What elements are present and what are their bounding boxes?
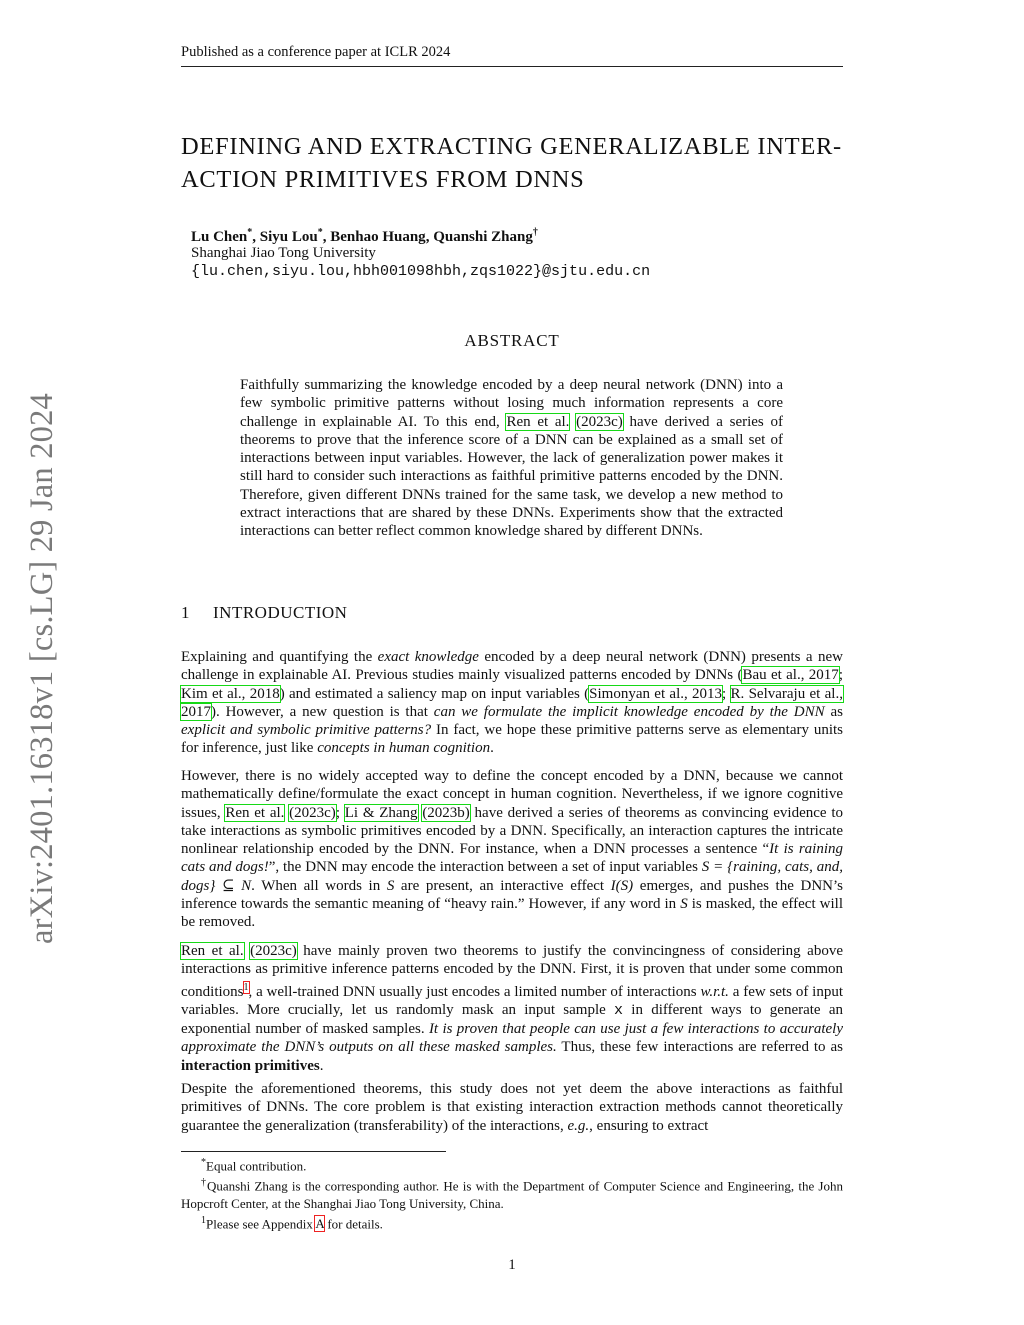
- affiliation: Shanghai Jiao Tong University: [191, 245, 376, 261]
- header-rule: [181, 66, 843, 67]
- text: Thus, these few interactions are referred to as: [556, 1039, 843, 1056]
- text-italic: It is raining cats and dogs!: [181, 841, 843, 876]
- footnote-mark: †: [201, 1177, 207, 1189]
- math-expression: S = {raining, cats, and, dogs} ⊆ N: [181, 859, 843, 894]
- text: ”, the DNN may encode the interaction between a set of input variables: [268, 859, 702, 876]
- intro-paragraph-2: [181, 767, 843, 932]
- footnote-rule: [181, 1151, 446, 1152]
- citation-link[interactable]: R. Selvaraju et al., 2017: [181, 685, 843, 720]
- text: .: [319, 1057, 324, 1074]
- appendix-link[interactable]: A: [315, 1215, 325, 1231]
- author-name: Quanshi Zhang: [433, 229, 533, 245]
- paper-title: [181, 130, 851, 196]
- math-expression: S: [386, 877, 395, 894]
- footnote-link[interactable]: 1: [243, 981, 249, 993]
- section-number: 1: [181, 603, 190, 622]
- math-expression: S: [680, 896, 688, 913]
- abstract-text: Faithfully summarizing the knowledge encoded by a deep neural network (DNN) into a few symbolic primitive patterns without losing much information represents a core challenge in explainable AI. To this end,: [240, 377, 783, 430]
- text: Despite the aforementioned theorems, this study does not yet deem the above interactions as faithful primitives of DNNs. The core problem is that existing interaction extraction methods cannot theoretically guarantee the generalization (transferability) of the interactions,: [181, 1081, 843, 1134]
- text: ) and estimated a saliency map on input variables (: [279, 685, 590, 702]
- citation-link[interactable]: Simonyan et al., 2013: [589, 685, 723, 702]
- text: in different ways to generate an exponential number of masked samples.: [181, 1001, 843, 1038]
- citation-link[interactable]: Bau et al., 2017: [742, 667, 839, 684]
- title-line-1: DEFINING AND EXTRACTING GENERALIZABLE INTER-: [181, 133, 842, 160]
- citation-link[interactable]: Li & Zhang: [344, 804, 418, 821]
- math-expression: I(S): [610, 877, 634, 894]
- abstract-text: have derived a series of theorems to prove that the inference score of a DNN can be explained as a small set of interactions between input variables. However, the lack of generalization power makes it still hard to consider such interactions as faithful primitive patterns encoded by the DNN. Therefore, given different DNNs trained for the same task, we develop a new method to extract interactions that are shared by these DNNs. Experiments show that the extracted interactions can better reflect common knowledge shared by different DNNs.: [240, 413, 783, 540]
- citation-link[interactable]: (2023c): [576, 413, 623, 430]
- text: ;: [838, 667, 843, 684]
- citation-link[interactable]: (2023b): [422, 804, 470, 821]
- author-list: Lu Chen*, Siyu Lou*, Benhao Huang, Quanshi Zhang†: [191, 227, 538, 245]
- text: a few sets of input variables. More crucially, let us randomly mask an input sample: [181, 983, 843, 1018]
- text: . When all words in: [251, 877, 387, 894]
- text-italic: w.r.t.: [700, 983, 729, 1000]
- text: In fact, we hope these primitive patterns serve as elementary units for inference, just like: [181, 722, 844, 757]
- intro-paragraph-1: [181, 648, 843, 758]
- text: emerges, and pushes the DNN’s inference towards the semantic meaning of “heavy rain.” However, if any word in: [181, 877, 843, 913]
- author-name: Benhao Huang: [330, 229, 426, 245]
- footnote-1: [181, 1154, 843, 1174]
- text-italic: e.g.: [567, 1117, 590, 1134]
- text-italic: exact knowledge: [377, 649, 479, 665]
- footnote-2: [181, 1174, 843, 1211]
- section-heading: [181, 603, 347, 623]
- footnote-text: for details.: [324, 1215, 383, 1231]
- text: is masked, the effect will be removed.: [181, 896, 843, 931]
- footnote-mark: 1: [201, 1214, 206, 1226]
- author-name: Siyu Lou: [259, 229, 318, 245]
- arxiv-stamp: arXiv:2401.16318v1 [cs.LG] 29 Jan 2024: [24, 393, 60, 944]
- text: are present, an interactive effect: [394, 877, 611, 894]
- author-mark: †: [532, 227, 538, 238]
- abstract-heading: ABSTRACT: [464, 331, 560, 350]
- footnote-text: Quanshi Zhang is the corresponding author. He is with the Department of Computer Science and Engineering, the John Hopcroft Center, at the Shanghai Jiao Tong University, China.: [181, 1178, 843, 1211]
- citation-link[interactable]: Ren et al.: [181, 943, 244, 959]
- text: have derived a series of theorems as convincing evidence to take interactions as symbolic primitives encoded by a DNN. Specifically, an interaction captures the intricate nonlinear relationship encoded by the DNN. For instance, when a DNN processes a sentence “: [181, 804, 843, 858]
- text: ). However, a new question is that: [211, 703, 434, 720]
- arxiv-stamp-container: [0, 0, 60, 944]
- citation-link[interactable]: Kim et al., 2018: [181, 685, 280, 702]
- text: Explaining and quantifying the: [181, 649, 378, 665]
- text: , a well-trained DNN usually just encodes a limited number of interactions: [248, 983, 701, 1000]
- title-line-2: ACTION PRIMITIVES FROM DNNS: [181, 166, 585, 193]
- intro-paragraph-3: [181, 942, 843, 1075]
- author-mark: *: [317, 227, 323, 238]
- citation-link[interactable]: (2023c): [250, 943, 297, 959]
- text-bold: interaction primitives: [181, 1057, 320, 1074]
- text: encoded by a deep neural network (DNN) presents a new challenge in explainable AI. Previous studies mainly visualized patterns encoded by DNNs (: [181, 649, 843, 684]
- text: have mainly proven two theorems to justify the convincingness of considering above interactions as primitive inference patterns encoded by the DNN. First, it is proven that under some common conditions: [181, 943, 844, 1000]
- text-italic: concepts in human cognition: [317, 740, 491, 757]
- footnote-text: Equal contribution.: [206, 1158, 307, 1174]
- text-italic: can we formulate the implicit knowledge encoded by the DNN: [433, 703, 825, 720]
- section-title: INTRODUCTION: [213, 603, 348, 622]
- footnotes: [181, 1154, 843, 1232]
- text: However, there is no widely accepted way to define the concept encoded by a DNN, because we cannot mathematically define/formulate the exact concept in human cognition. Nevertheless, if we ignore cognitive issues,: [181, 768, 843, 821]
- footnote-3: [181, 1212, 843, 1232]
- author-name: Lu Chen: [191, 229, 248, 245]
- math-expression: x: [614, 1001, 624, 1019]
- footnote-text: Please see Appendix: [206, 1215, 316, 1231]
- author-emails: {lu.chen,siyu.lou,hbh001098hbh,zqs1022}@sjtu.edu.cn: [191, 263, 651, 280]
- text-italic: explicit and symbolic primitive patterns?: [181, 722, 432, 739]
- abstract-body: [240, 376, 783, 541]
- text: , ensuring to extract: [589, 1117, 709, 1134]
- citation-link[interactable]: Ren et al.: [506, 413, 570, 430]
- text: ;: [722, 685, 731, 702]
- text: .: [490, 740, 494, 757]
- text-italic: It is proven that people can use just a few interactions to accurately approximate the DNN’s outputs on all these masked samples.: [181, 1021, 843, 1056]
- intro-paragraph-4: [181, 1080, 843, 1135]
- author-mark: *: [247, 227, 253, 238]
- footnote-mark: *: [201, 1157, 206, 1168]
- running-header: Published as a conference paper at ICLR 2024: [181, 44, 451, 60]
- text: as: [824, 703, 843, 720]
- text: ;: [335, 804, 345, 821]
- citation-link[interactable]: (2023c): [289, 804, 336, 821]
- citation-link[interactable]: Ren et al.: [225, 804, 285, 821]
- page-number: 1: [508, 1257, 516, 1273]
